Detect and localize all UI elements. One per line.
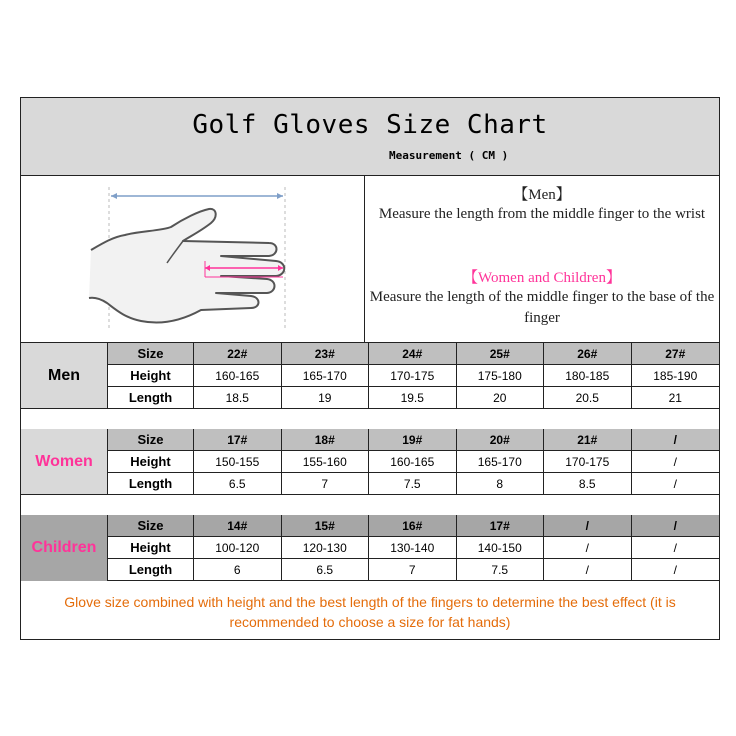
size-cell: 16#: [369, 515, 457, 537]
height-cell: 160-165: [194, 365, 282, 387]
length-cell: 20: [457, 387, 545, 409]
table-row: [108, 537, 719, 559]
chart-title: Golf Gloves Size Chart: [192, 110, 548, 140]
length-cell: /: [632, 559, 720, 581]
table-row: [108, 515, 719, 537]
size-cell: 24#: [369, 343, 457, 365]
size-cell: 25#: [457, 343, 545, 365]
row-label: Size: [108, 429, 194, 451]
size-cell: /: [544, 515, 632, 537]
row-label: Length: [108, 559, 194, 581]
table-row: [108, 343, 719, 365]
men-heading: 【Men】: [513, 187, 571, 203]
sizing-note: Glove size combined with height and the best length of the fingers to determine the best effect (it is recommended to choose a size for fat hands): [64, 594, 676, 630]
instructions-block: [21, 175, 719, 343]
size-cell: 20#: [457, 429, 545, 451]
table-row: [108, 387, 719, 409]
length-cell: 6.5: [282, 559, 370, 581]
section-spacer: [21, 494, 719, 516]
height-cell: 170-175: [544, 451, 632, 473]
height-cell: /: [544, 537, 632, 559]
length-cell: /: [544, 559, 632, 581]
length-cell: 19.5: [369, 387, 457, 409]
height-cell: 170-175: [369, 365, 457, 387]
length-cell: 6.5: [194, 473, 282, 495]
length-cell: 7: [282, 473, 370, 495]
men-instruction: Measure the length from the middle finger to the wrist: [378, 206, 706, 222]
women-children-instruction: Measure the length of the middle finger to the base of the finger: [369, 289, 715, 326]
length-cell: 8: [457, 473, 545, 495]
men-label: Men: [21, 343, 108, 409]
table-row: [108, 429, 719, 451]
row-label: Size: [108, 343, 194, 365]
length-cell: 7.5: [457, 559, 545, 581]
size-chart: [20, 97, 720, 640]
length-cell: 18.5: [194, 387, 282, 409]
title-band: [21, 98, 719, 176]
table-row: [108, 365, 719, 387]
height-cell: 160-165: [369, 451, 457, 473]
height-cell: /: [632, 451, 720, 473]
length-cell: 21: [632, 387, 720, 409]
hand-measure-icon: [21, 175, 364, 342]
row-label: Height: [108, 365, 194, 387]
height-cell: 155-160: [282, 451, 370, 473]
women-label: Women: [21, 429, 108, 495]
height-cell: 100-120: [194, 537, 282, 559]
length-cell: 20.5: [544, 387, 632, 409]
height-cell: 150-155: [194, 451, 282, 473]
size-cell: 18#: [282, 429, 370, 451]
height-cell: 180-185: [544, 365, 632, 387]
table-row: [108, 559, 719, 581]
length-cell: 7.5: [369, 473, 457, 495]
children-label: Children: [21, 515, 108, 581]
size-cell: 26#: [544, 343, 632, 365]
row-label: Height: [108, 537, 194, 559]
length-cell: 19: [282, 387, 370, 409]
length-cell: 8.5: [544, 473, 632, 495]
size-cell: 14#: [194, 515, 282, 537]
size-cell: /: [632, 429, 720, 451]
height-cell: 165-170: [282, 365, 370, 387]
height-cell: 165-170: [457, 451, 545, 473]
height-cell: 185-190: [632, 365, 720, 387]
measurement-unit: Measurement ( CM ): [389, 149, 509, 162]
height-cell: 120-130: [282, 537, 370, 559]
table-row: [108, 473, 719, 495]
size-cell: 15#: [282, 515, 370, 537]
size-cell: 21#: [544, 429, 632, 451]
height-cell: /: [632, 537, 720, 559]
women-children-heading: 【Women and Children】: [463, 270, 621, 286]
row-label: Height: [108, 451, 194, 473]
height-cell: 175-180: [457, 365, 545, 387]
row-label: Length: [108, 473, 194, 495]
size-cell: 23#: [282, 343, 370, 365]
instruction-text: [365, 175, 719, 342]
row-label: Length: [108, 387, 194, 409]
size-cell: 17#: [194, 429, 282, 451]
hand-illustration: [21, 175, 365, 342]
length-cell: 7: [369, 559, 457, 581]
length-cell: 6: [194, 559, 282, 581]
size-cell: /: [632, 515, 720, 537]
size-cell: 22#: [194, 343, 282, 365]
length-cell: /: [632, 473, 720, 495]
row-label: Size: [108, 515, 194, 537]
size-cell: 19#: [369, 429, 457, 451]
height-cell: 130-140: [369, 537, 457, 559]
height-cell: 140-150: [457, 537, 545, 559]
section-spacer: [21, 408, 719, 430]
table-row: [108, 451, 719, 473]
size-cell: 27#: [632, 343, 720, 365]
size-cell: 17#: [457, 515, 545, 537]
